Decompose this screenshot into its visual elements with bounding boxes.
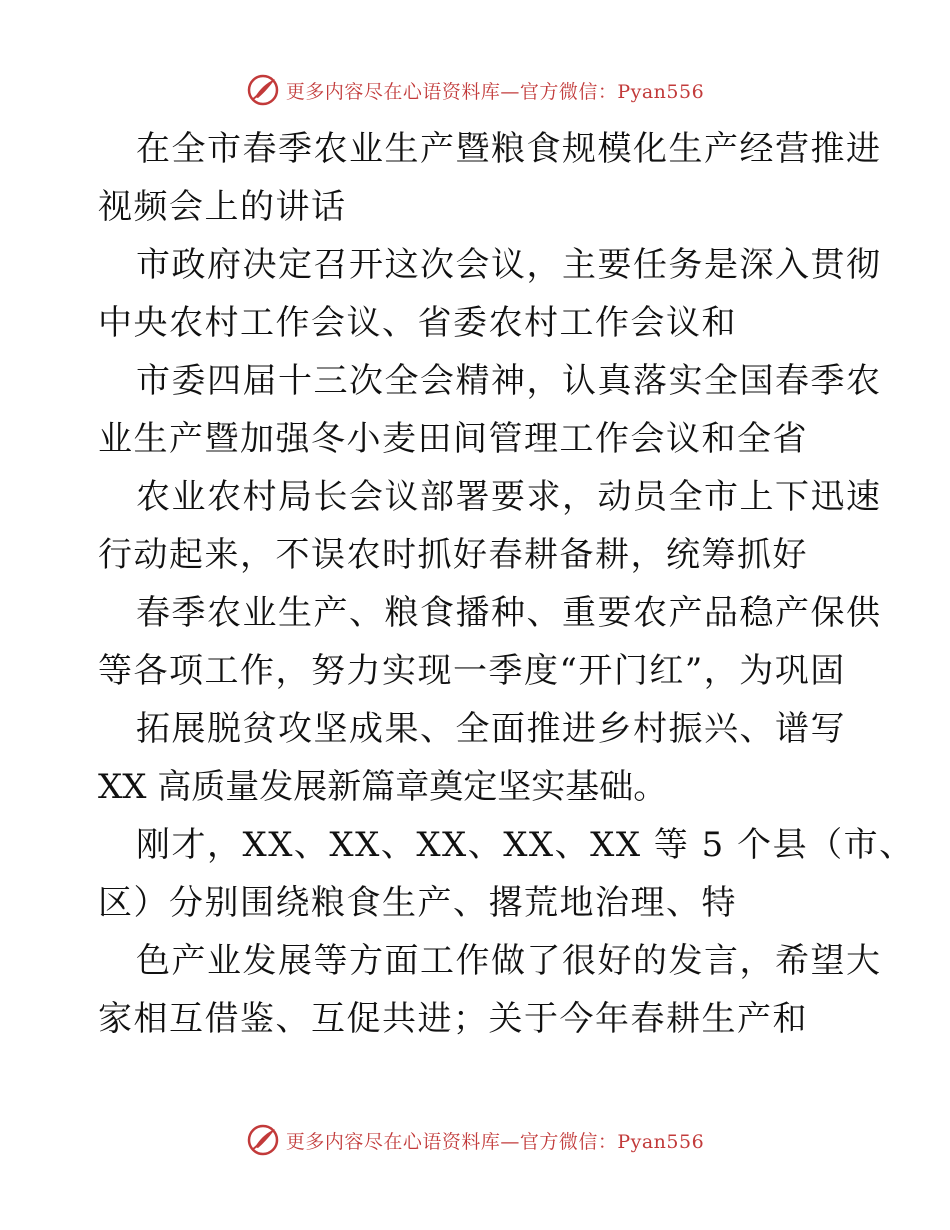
document-body	[98, 120, 915, 1048]
quill-logo-icon	[246, 1123, 280, 1157]
quill-logo-icon	[246, 73, 280, 107]
text-line: 家相互借鉴、互促共进；关于今年春耕生产和	[98, 999, 808, 1039]
text-line: XX 高质量发展新篇章奠定坚实基础。	[98, 767, 668, 807]
footer-watermark	[0, 1118, 950, 1162]
text-line: 市政府决定召开这次会议，主要任务是深入贯彻	[136, 245, 882, 285]
text-line: 中央农村工作会议、省委农村工作会议和	[98, 303, 737, 343]
text-line: 农业农村局长会议部署要求，动员全市上下迅速	[136, 477, 882, 517]
text-line: 业生产暨加强冬小麦田间管理工作会议和全省	[98, 419, 808, 459]
text-line: 春季农业生产、粮食播种、重要农产品稳产保供	[136, 593, 882, 633]
text-line: 等各项工作，努力实现一季度“开门红”，为巩固	[98, 651, 846, 691]
header-watermark	[0, 68, 950, 112]
text-line: 市委四届十三次全会精神，认真落实全国春季农	[136, 361, 882, 401]
text-line: 在全市春季农业生产暨粮食规模化生产经营推进	[136, 129, 882, 169]
text-line: 行动起来，不误农时抓好春耕备耕，统筹抓好	[98, 535, 808, 575]
watermark-text: 更多内容尽在心语资料库—官方微信：Pyan556	[285, 80, 705, 103]
text-line: 区）分别围绕粮食生产、撂荒地治理、特	[98, 883, 737, 923]
watermark-text: 更多内容尽在心语资料库—官方微信：Pyan556	[285, 1130, 705, 1153]
text-line: 视频会上的讲话	[98, 187, 347, 227]
text-line: 色产业发展等方面工作做了很好的发言，希望大	[136, 941, 882, 981]
text-line: 拓展脱贫攻坚成果、全面推进乡村振兴、谱写	[136, 709, 846, 749]
text-line: 刚才，XX、XX、XX、XX、XX 等 5 个县（市、	[136, 825, 915, 865]
